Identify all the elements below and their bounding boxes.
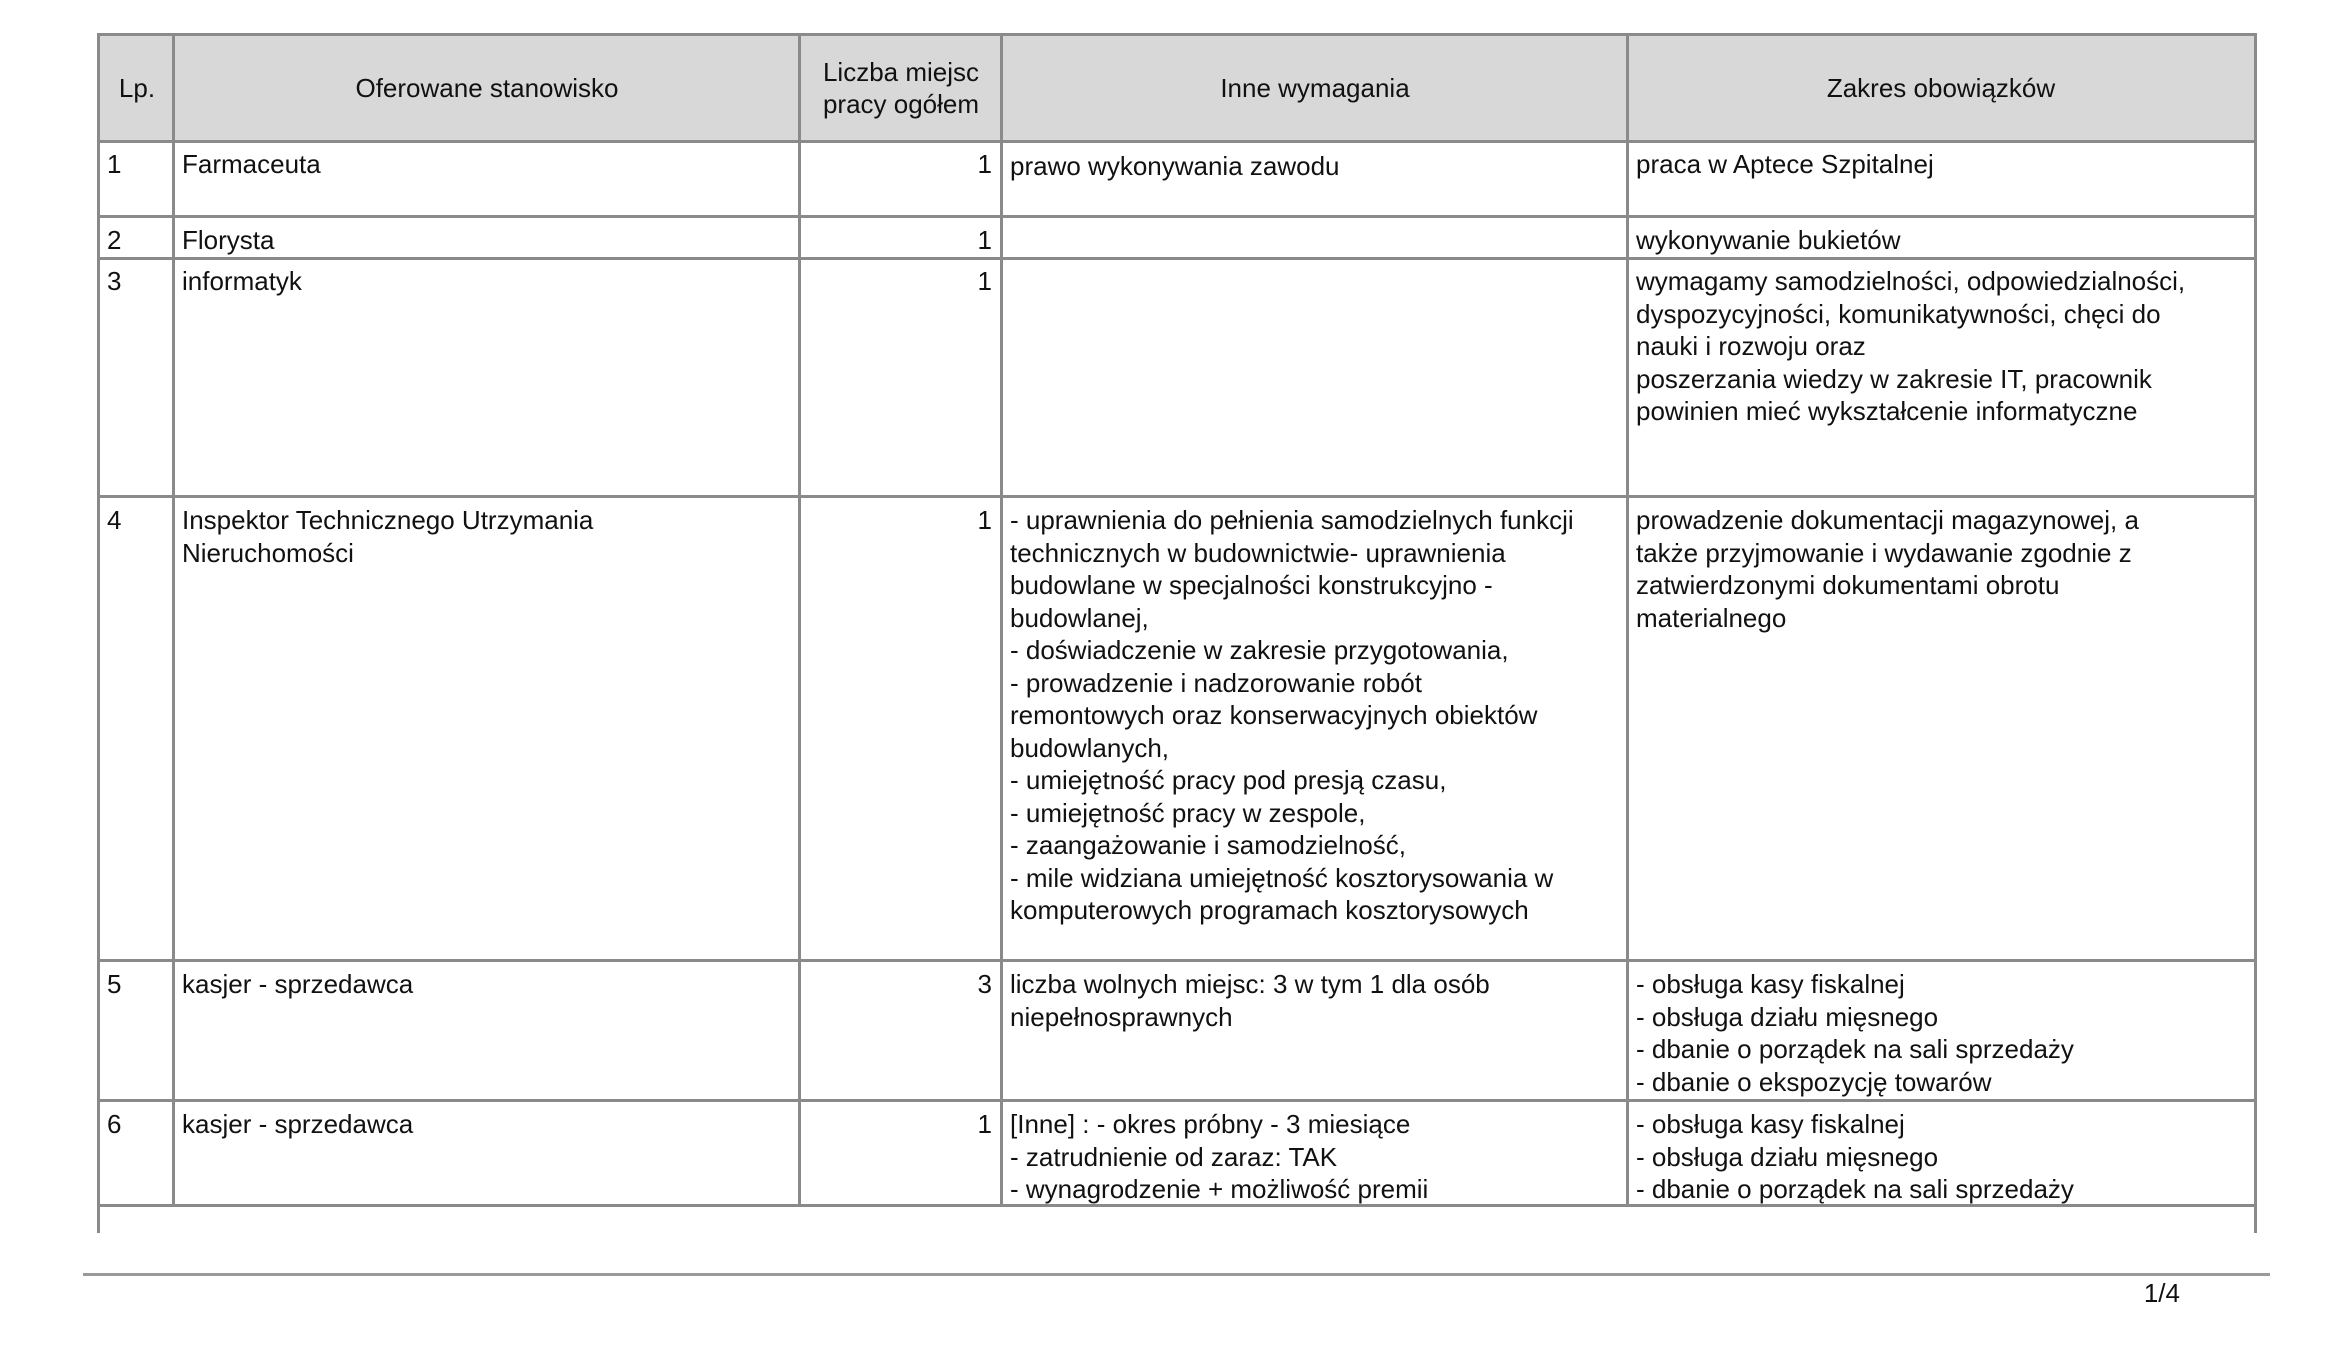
row-divider [97,959,2257,962]
table-border-left [97,33,100,1233]
row-4-position: Inspektor Technicznego Utrzymania Nieruchomości [182,505,594,568]
row-5-requirements: liczba wolnych miejsc: 3 w tym 1 dla osób niepełnosprawnych [1010,969,1490,1032]
row-1-duties: praca w Aptece Szpitalnej [1636,149,1934,179]
row-6-requirements: [Inne] : - okres próbny - 3 miesiące - zatrudnienie od zaraz: TAK - wynagrodzenie + możliwość premii [1010,1109,1429,1204]
row-2-position: Florysta [182,225,275,255]
row-3-count: 1 [977,266,992,296]
row-5-lp: 5 [107,969,122,999]
header-position: Oferowane stanowisko [355,73,619,103]
column-divider [1000,33,1003,1206]
column-divider [172,33,175,1206]
row-6-count: 1 [977,1109,992,1139]
row-divider [97,1204,2257,1207]
row-1-position: Farmaceuta [182,149,321,179]
column-divider [1626,33,1629,1206]
row-divider [97,1099,2257,1102]
row-divider [97,257,2257,260]
row-6-lp: 6 [107,1109,122,1139]
row-1-count: 1 [977,149,992,179]
row-divider [97,495,2257,498]
row-4-lp: 4 [107,505,122,535]
row-5-position: kasjer - sprzedawca [182,969,414,999]
row-2-lp: 2 [107,225,122,255]
row-3-position: informatyk [182,266,302,296]
row-divider [97,215,2257,218]
row-6-position: kasjer - sprzedawca [182,1109,414,1139]
row-3-duties: wymagamy samodzielności, odpowiedzialności, dyspozycyjności, komunikatywności, chęci do nauki i rozwoju oraz poszerzania wiedzy w zakresie IT, pracownik powinien mieć wykształcenie informatyczne [1636,266,2186,426]
row-5-count: 3 [977,969,992,999]
row-6-duties: - obsługa kasy fiskalnej - obsługa działu mięsnego - dbanie o porządek na sali sprzedaży [1636,1109,2074,1204]
row-2-count: 1 [977,225,992,255]
row-2-duties: wykonywanie bukietów [1636,225,1901,255]
column-divider [798,33,801,1206]
header-duties: Zakres obowiązków [1826,73,2056,103]
row-5-duties: - obsługa kasy fiskalnej - obsługa działu mięsnego - dbanie o porządek na sali sprzedaży - dbanie o ekspozycję towarów [1636,969,2074,1097]
footer-rule [83,1273,2270,1276]
header-count: Liczba miejsc pracy ogółem [822,57,980,119]
row-4-count: 1 [977,505,992,535]
row-4-requirements: - uprawnienia do pełnienia samodzielnych funkcji technicznych w budownictwie- uprawnienia budowlane w specjalności konstrukcyjno - budowlanej, - doświadczenie w zakresie przygotowania, - prowadzenie i nadzorowanie robót remontowych oraz konserwacyjnych obiektów budowlanych, - umiejętność pracy pod presją czasu, - umiejętność pracy w zespole, - zaangażowanie i samodzielność, - mile widziana umiejętność kosztorysowania w komputerowych programach kosztorysowych [1010,505,1574,925]
row-3-lp: 3 [107,266,122,296]
header-lp: Lp. [118,73,156,103]
row-1-lp: 1 [107,149,122,179]
header-bottom-border [97,140,2257,143]
table-border-right [2254,33,2257,1233]
page-number: 1/4 [2143,1278,2180,1308]
row-4-duties: prowadzenie dokumentacji magazynowej, a także przyjmowanie i wydawanie zgodnie z zatwierdzonymi dokumentami obrotu materialnego [1636,505,2139,633]
row-1-requirements: prawo wykonywania zawodu [1010,151,1340,181]
header-requirements: Inne wymagania [1220,73,1410,103]
table-border-top [97,33,2257,36]
